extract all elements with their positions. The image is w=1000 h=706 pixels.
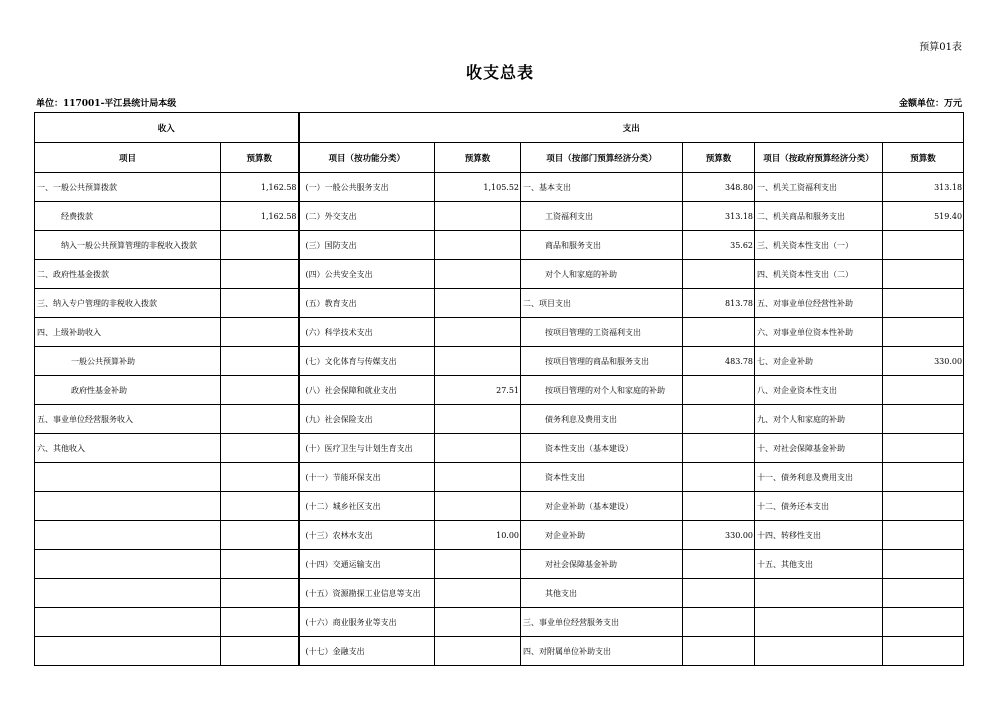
- gov-budget-header: 预算数: [883, 143, 964, 173]
- func-amount-cell: [435, 550, 521, 579]
- income-item-cell: [35, 608, 221, 637]
- func-amount-cell: [435, 463, 521, 492]
- gov-item-cell: 十二、债务还本支出: [755, 492, 883, 521]
- gov-amount-cell: [883, 637, 964, 666]
- gov-amount-cell: [883, 231, 964, 260]
- income-item-cell: 五、事业单位经营服务收入: [35, 405, 221, 434]
- table-row: [35, 405, 964, 434]
- dept-item-cell: 对社会保障基金补助: [521, 550, 683, 579]
- func-item-cell: (十五）资源勘探工业信息等支出: [299, 579, 435, 608]
- func-item-cell: (十三）农林水支出: [299, 521, 435, 550]
- income-item-cell: 三、纳入专户管理的非税收入拨款: [35, 289, 221, 318]
- income-item-cell: 一、一般公共预算拨款: [35, 173, 221, 202]
- income-item-cell: [35, 463, 221, 492]
- gov-item-cell: 一、机关工资福利支出: [755, 173, 883, 202]
- func-item-cell: (十六）商业服务业等支出: [299, 608, 435, 637]
- table-row: [35, 202, 964, 231]
- income-budget-header: 预算数: [221, 143, 299, 173]
- gov-amount-cell: [883, 434, 964, 463]
- func-amount-cell: [435, 289, 521, 318]
- income-amount-cell: [221, 231, 299, 260]
- func-item-cell: (三）国防支出: [299, 231, 435, 260]
- dept-item-cell: 按项目管理的对个人和家庭的补助: [521, 376, 683, 405]
- income-item-cell: 二、政府性基金拨款: [35, 260, 221, 289]
- dept-item-cell: 资本性支出: [521, 463, 683, 492]
- dept-amount-cell: 330.00: [683, 521, 755, 550]
- income-item-cell: 纳入一般公共预算管理的非税收入拨款: [35, 231, 221, 260]
- income-amount-cell: [221, 376, 299, 405]
- func-budget-header: 预算数: [435, 143, 521, 173]
- gov-amount-cell: [883, 260, 964, 289]
- income-amount-cell: [221, 550, 299, 579]
- gov-item-cell: 十、对社会保障基金补助: [755, 434, 883, 463]
- dept-item-cell: 工资福利支出: [521, 202, 683, 231]
- gov-item-cell: [755, 608, 883, 637]
- func-amount-cell: [435, 492, 521, 521]
- gov-item-cell: 二、机关商品和服务支出: [755, 202, 883, 231]
- table-row: [35, 463, 964, 492]
- dept-item-cell: 二、项目支出: [521, 289, 683, 318]
- gov-amount-cell: [883, 492, 964, 521]
- gov-amount-cell: [883, 376, 964, 405]
- expense-header: 支出: [299, 113, 964, 143]
- table-row: [35, 376, 964, 405]
- income-item-cell: 一般公共预算补助: [35, 347, 221, 376]
- income-item-cell: [35, 550, 221, 579]
- func-amount-cell: [435, 260, 521, 289]
- income-amount-cell: [221, 260, 299, 289]
- func-item-cell: (十七）金融支出: [299, 637, 435, 666]
- gov-item-cell: 八、对企业资本性支出: [755, 376, 883, 405]
- dept-amount-cell: [683, 405, 755, 434]
- gov-amount-cell: 330.00: [883, 347, 964, 376]
- func-item-cell: (二）外交支出: [299, 202, 435, 231]
- income-header: 收入: [35, 113, 299, 143]
- func-item-cell: (五）教育支出: [299, 289, 435, 318]
- dept-item-cell: 对企业补助: [521, 521, 683, 550]
- table-row: [35, 637, 964, 666]
- table-row: [35, 434, 964, 463]
- func-item-cell: (四）公共安全支出: [299, 260, 435, 289]
- dept-amount-cell: 313.18: [683, 202, 755, 231]
- table-row: [35, 173, 964, 202]
- func-amount-cell: [435, 202, 521, 231]
- table-row: [35, 318, 964, 347]
- func-amount-cell: [435, 405, 521, 434]
- gov-amount-cell: [883, 405, 964, 434]
- dept-item-cell: 其他支出: [521, 579, 683, 608]
- table-row: [35, 608, 964, 637]
- dept-amount-cell: [683, 579, 755, 608]
- gov-amount-cell: 519.40: [883, 202, 964, 231]
- gov-amount-cell: [883, 463, 964, 492]
- func-item-cell: (一）一般公共服务支出: [299, 173, 435, 202]
- func-amount-cell: [435, 434, 521, 463]
- gov-amount-cell: 313.18: [883, 173, 964, 202]
- dept-amount-cell: [683, 434, 755, 463]
- gov-item-cell: 七、对企业补助: [755, 347, 883, 376]
- gov-item-cell: 三、机关资本性支出（一）: [755, 231, 883, 260]
- func-amount-cell: 1,105.52: [435, 173, 521, 202]
- income-amount-cell: 1,162.58: [221, 202, 299, 231]
- income-item-header: 项目: [35, 143, 221, 173]
- income-item-cell: 六、其他收入: [35, 434, 221, 463]
- table-row: [35, 579, 964, 608]
- amount-unit-label: 金额单位：万元: [898, 99, 962, 109]
- func-amount-cell: [435, 318, 521, 347]
- dept-amount-cell: [683, 550, 755, 579]
- gov-amount-cell: [883, 550, 964, 579]
- table-row: [35, 260, 964, 289]
- gov-item-cell: [755, 579, 883, 608]
- dept-item-cell: 对企业补助（基本建设）: [521, 492, 683, 521]
- dept-item-cell: 债务利息及费用支出: [521, 405, 683, 434]
- table-row: [35, 492, 964, 521]
- unit-label: 单位：117001-平江县统计局本级: [36, 99, 177, 109]
- gov-amount-cell: [883, 608, 964, 637]
- func-amount-cell: [435, 347, 521, 376]
- func-item-cell: (十二）城乡社区支出: [299, 492, 435, 521]
- func-item-cell: (九）社会保险支出: [299, 405, 435, 434]
- gov-item-cell: 五、对事业单位经营性补助: [755, 289, 883, 318]
- func-amount-cell: 10.00: [435, 521, 521, 550]
- gov-amount-cell: [883, 289, 964, 318]
- income-item-cell: [35, 492, 221, 521]
- table-row: [35, 521, 964, 550]
- dept-item-cell: 一、基本支出: [521, 173, 683, 202]
- func-item-cell: (十一）节能环保支出: [299, 463, 435, 492]
- income-item-cell: [35, 521, 221, 550]
- table-row: [35, 231, 964, 260]
- dept-amount-cell: [683, 376, 755, 405]
- func-item-cell: (八）社会保障和就业支出: [299, 376, 435, 405]
- income-item-cell: 四、上级补助收入: [35, 318, 221, 347]
- func-amount-cell: [435, 579, 521, 608]
- income-amount-cell: [221, 637, 299, 666]
- income-amount-cell: [221, 405, 299, 434]
- dept-amount-cell: [683, 260, 755, 289]
- gov-item-cell: 六、对事业单位资本性补助: [755, 318, 883, 347]
- table-row: [35, 289, 964, 318]
- dept-item-cell: 商品和服务支出: [521, 231, 683, 260]
- func-item-cell: (六）科学技术支出: [299, 318, 435, 347]
- form-code: 预算01表: [919, 42, 962, 53]
- table-row: [35, 550, 964, 579]
- dept-item-cell: 四、对附属单位补助支出: [521, 637, 683, 666]
- func-amount-cell: [435, 231, 521, 260]
- dept-amount-cell: [683, 318, 755, 347]
- dept-amount-cell: 813.78: [683, 289, 755, 318]
- gov-item-cell: 十四、转移性支出: [755, 521, 883, 550]
- dept-budget-header: 预算数: [683, 143, 755, 173]
- dept-item-cell: 资本性支出（基本建设）: [521, 434, 683, 463]
- budget-summary-table: [34, 112, 964, 666]
- page-title: 收支总表: [465, 63, 534, 82]
- func-item-cell: (十）医疗卫生与计划生育支出: [299, 434, 435, 463]
- gov-item-cell: 九、对个人和家庭的补助: [755, 405, 883, 434]
- table-body: [35, 173, 964, 666]
- income-amount-cell: [221, 521, 299, 550]
- dept-amount-cell: [683, 463, 755, 492]
- dept-amount-cell: [683, 608, 755, 637]
- income-amount-cell: [221, 347, 299, 376]
- gov-item-cell: 十五、其他支出: [755, 550, 883, 579]
- dept-amount-cell: 483.78: [683, 347, 755, 376]
- func-amount-cell: [435, 637, 521, 666]
- table-row: [35, 347, 964, 376]
- income-item-cell: [35, 579, 221, 608]
- func-item-cell: (十四）交通运输支出: [299, 550, 435, 579]
- income-amount-cell: [221, 289, 299, 318]
- gov-amount-cell: [883, 318, 964, 347]
- income-item-cell: [35, 637, 221, 666]
- income-amount-cell: 1,162.58: [221, 173, 299, 202]
- gov-amount-cell: [883, 579, 964, 608]
- gov-item-cell: [755, 637, 883, 666]
- income-amount-cell: [221, 434, 299, 463]
- income-amount-cell: [221, 318, 299, 347]
- gov-item-cell: 十一、债务利息及费用支出: [755, 463, 883, 492]
- func-item-header: 项目（按功能分类）: [299, 143, 435, 173]
- income-amount-cell: [221, 608, 299, 637]
- dept-amount-cell: 348.80: [683, 173, 755, 202]
- dept-item-cell: 按项目管理的工资福利支出: [521, 318, 683, 347]
- income-item-cell: 经费拨款: [35, 202, 221, 231]
- dept-amount-cell: [683, 637, 755, 666]
- dept-amount-cell: 35.62: [683, 231, 755, 260]
- func-item-cell: (七）文化体育与传媒支出: [299, 347, 435, 376]
- dept-item-cell: 对个人和家庭的补助: [521, 260, 683, 289]
- dept-item-cell: 按项目管理的商品和服务支出: [521, 347, 683, 376]
- func-amount-cell: [435, 608, 521, 637]
- func-amount-cell: 27.51: [435, 376, 521, 405]
- income-amount-cell: [221, 463, 299, 492]
- dept-amount-cell: [683, 492, 755, 521]
- dept-item-header: 项目（按部门预算经济分类）: [521, 143, 683, 173]
- gov-item-header: 项目（按政府预算经济分类）: [755, 143, 883, 173]
- income-amount-cell: [221, 492, 299, 521]
- income-amount-cell: [221, 579, 299, 608]
- dept-item-cell: 三、事业单位经营服务支出: [521, 608, 683, 637]
- income-item-cell: 政府性基金补助: [35, 376, 221, 405]
- gov-item-cell: 四、机关资本性支出（二）: [755, 260, 883, 289]
- gov-amount-cell: [883, 521, 964, 550]
